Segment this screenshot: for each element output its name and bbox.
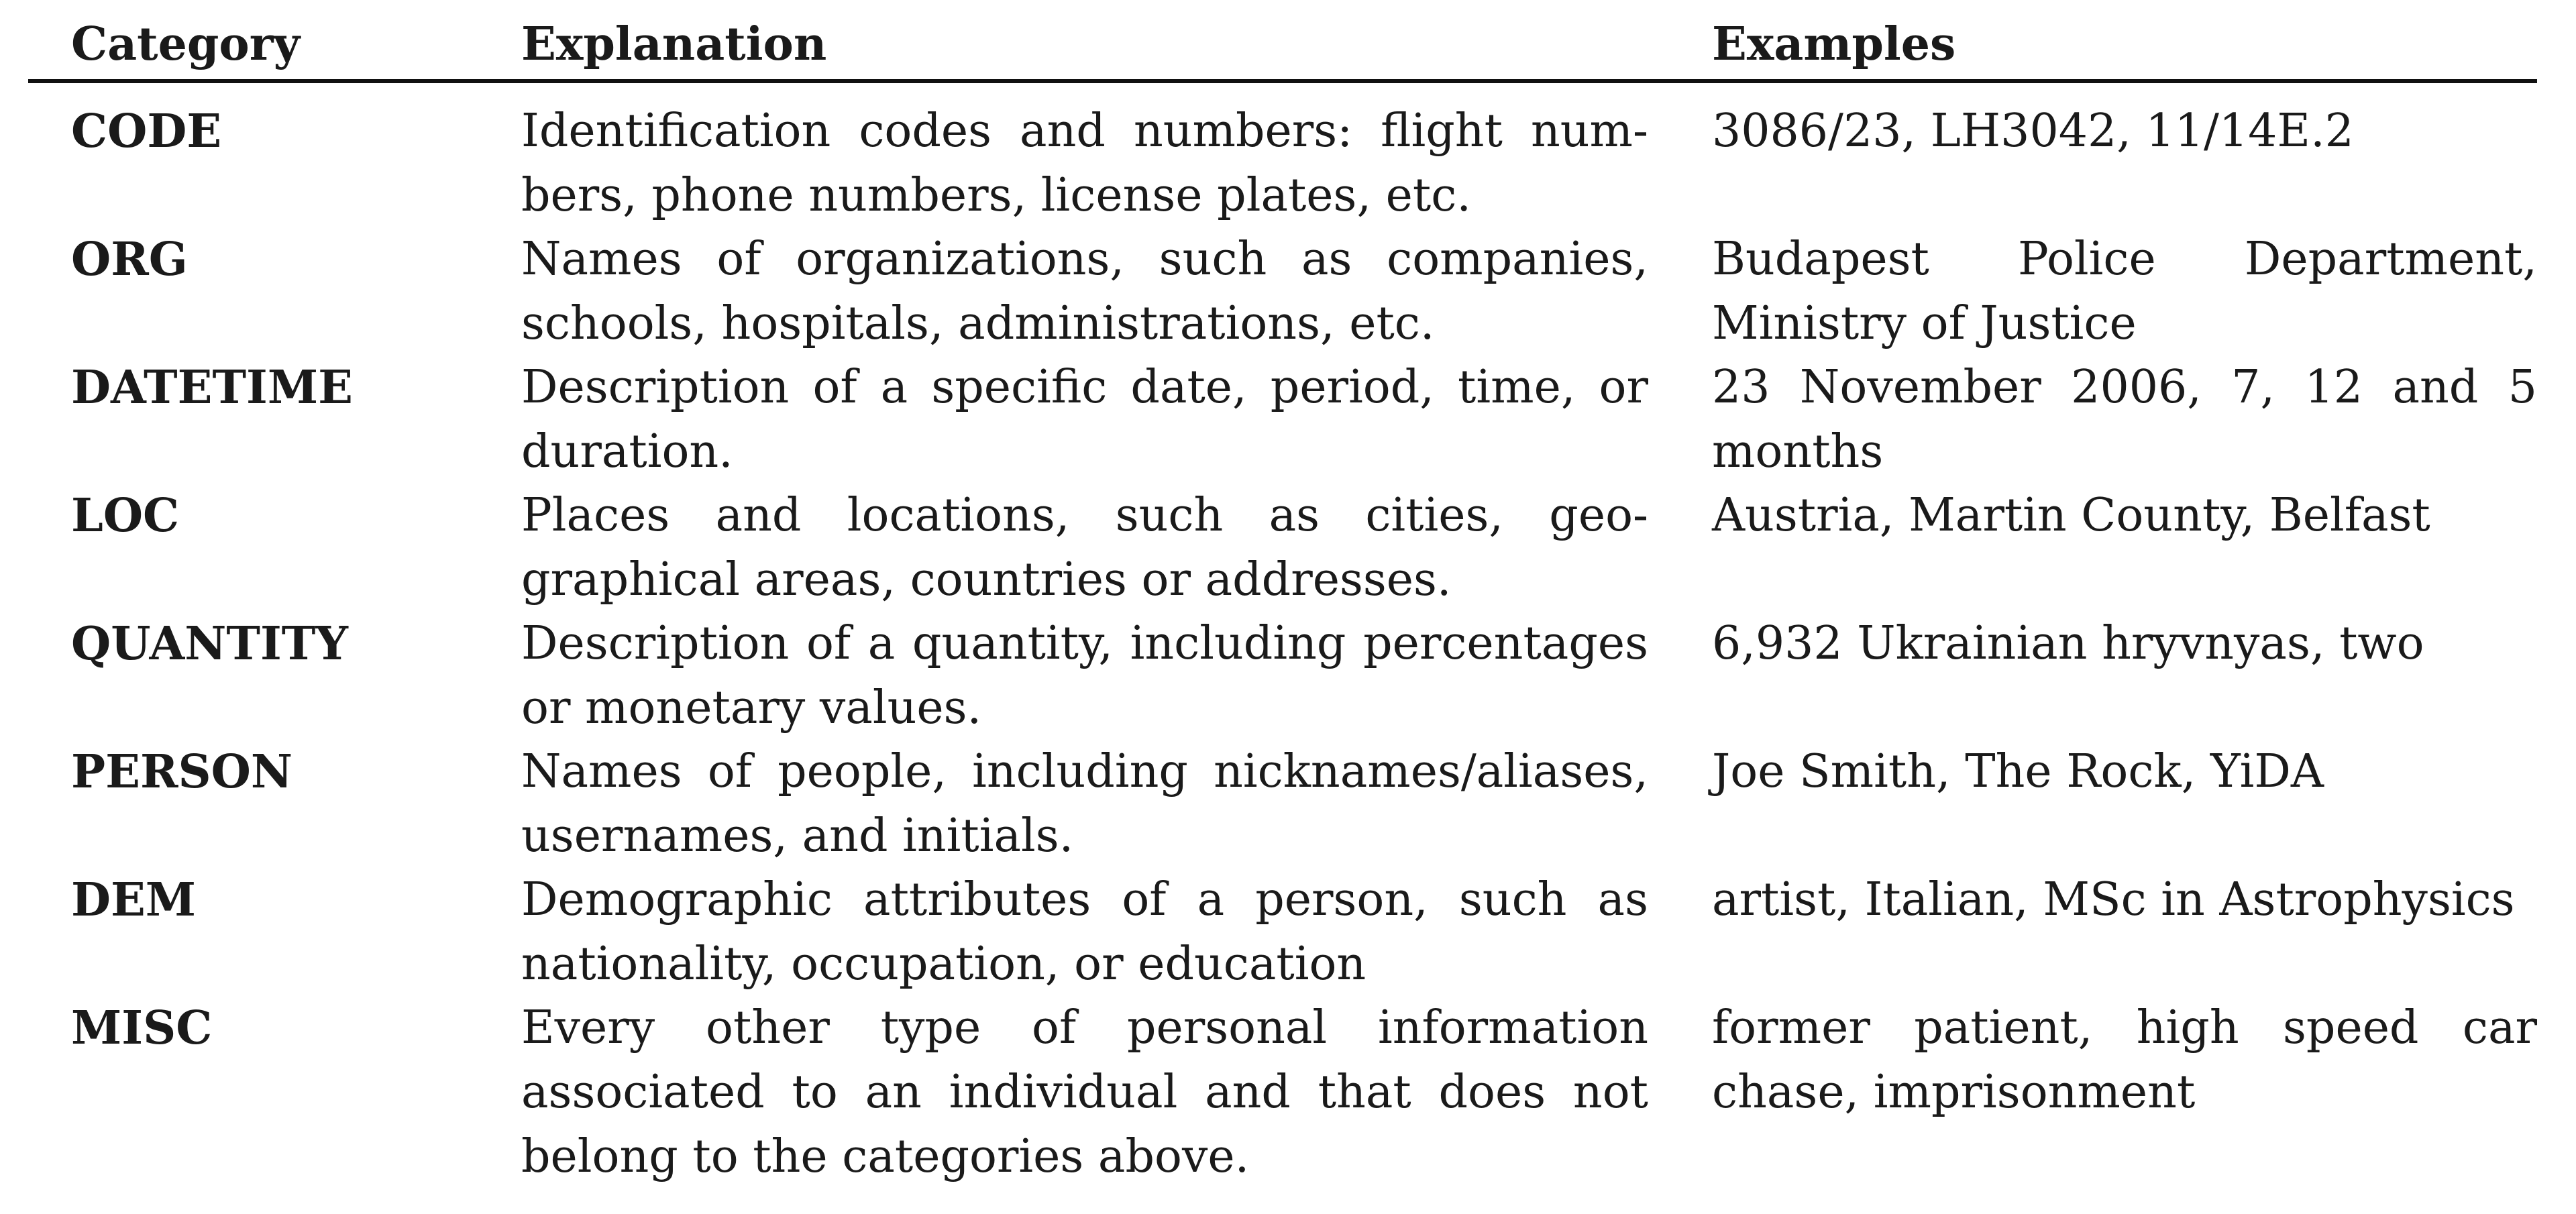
row-examples: 3086/23, LH3042, 11/14E.2 — [1712, 105, 2354, 158]
row-category: PERSON — [71, 745, 292, 799]
row-category: MISC — [71, 1001, 213, 1055]
table-row — [28, 724, 2537, 863]
row-category: LOC — [71, 489, 180, 543]
row-explanation: Description of a quantity, including percentages or monetary values. — [521, 617, 1648, 734]
row-category: QUANTITY — [71, 617, 348, 671]
table-row — [28, 852, 2537, 991]
header-category: Category — [71, 17, 301, 71]
row-examples: Joe Smith, The Rock, YiDA — [1712, 745, 2324, 798]
row-explanation: Places and locations, such as cities, geographical areas, countries or addresses. — [521, 489, 1648, 606]
row-examples: 6,932 Ukrainian hryvnyas, two — [1712, 617, 2424, 670]
row-examples: Budapest Police Department, Ministry of Justice — [1712, 233, 2537, 350]
table-row — [28, 596, 2537, 734]
table-body — [28, 83, 2537, 1183]
table-row — [28, 339, 2537, 478]
category-table — [28, 0, 2537, 1183]
row-explanation: Description of a specific date, period, time, or duration. — [521, 361, 1648, 478]
row-examples: Austria, Martin County, Belfast — [1712, 489, 2430, 542]
row-explanation: Names of people, including nicknames/aliases, usernames, and initials. — [521, 745, 1648, 863]
row-explanation: Identification codes and numbers: flight numbers, phone numbers, license plates, etc. — [521, 105, 1648, 222]
row-examples: artist, Italian, MSc in Astrophysics — [1712, 873, 2515, 926]
header-examples: Examples — [1712, 17, 1956, 71]
row-explanation: Every other type of personal information associated to an individual and that does not belong to the categories above. — [521, 1001, 1648, 1183]
header-explanation: Explanation — [521, 17, 827, 71]
row-category: ORG — [71, 233, 188, 286]
table-row — [28, 980, 2537, 1183]
table-row — [28, 211, 2537, 350]
table-row — [28, 83, 2537, 222]
row-category: CODE — [71, 105, 222, 158]
row-category: DEM — [71, 873, 197, 927]
table-row — [28, 467, 2537, 606]
row-examples: 23 November 2006, 7, 12 and 5 months — [1712, 361, 2537, 478]
row-explanation: Names of organizations, such as companies, schools, hospitals, administrations, etc. — [521, 233, 1648, 350]
row-explanation: Demographic attributes of a person, such as nationality, occupation, or education — [521, 873, 1648, 991]
row-category: DATETIME — [71, 361, 353, 415]
row-examples: former patient, high speed car chase, imprisonment — [1712, 1001, 2537, 1119]
table-header — [28, 0, 2537, 83]
